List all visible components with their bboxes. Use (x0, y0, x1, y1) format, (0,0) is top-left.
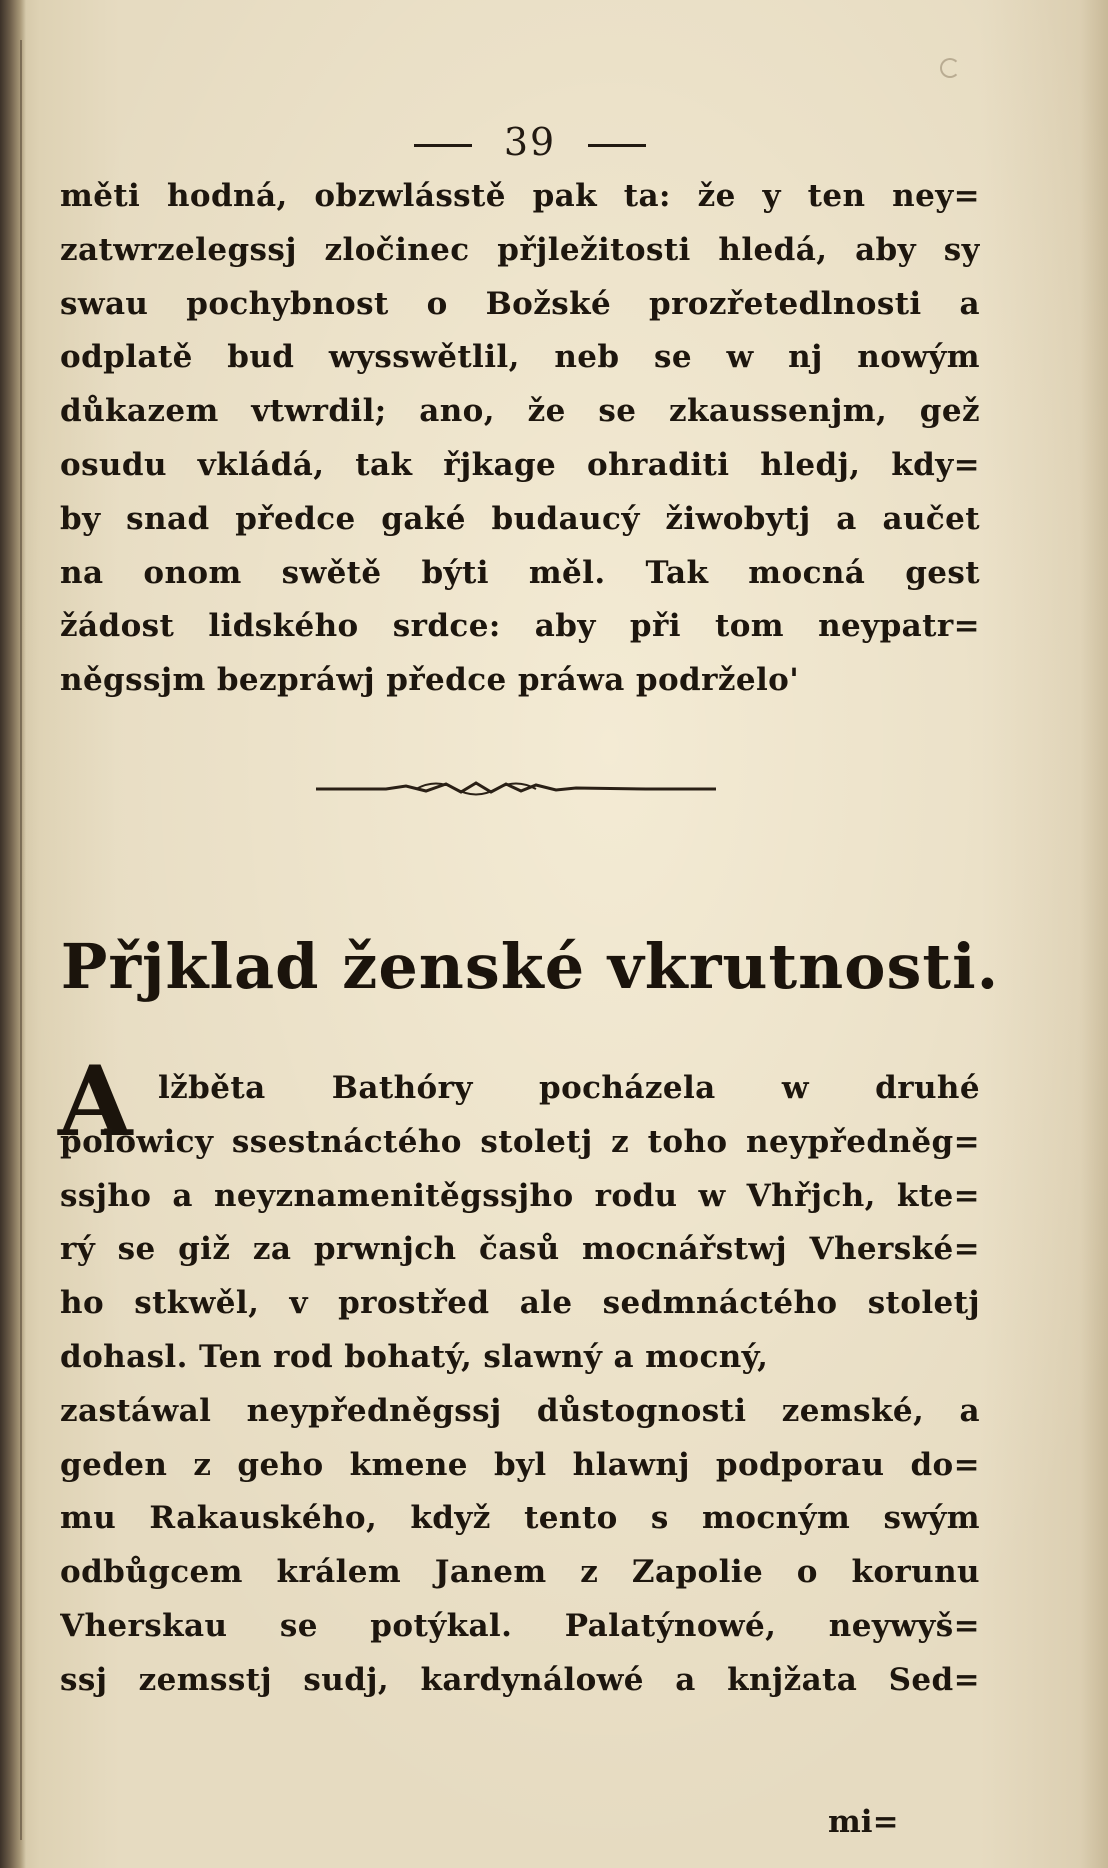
page-number (0, 120, 1060, 164)
paragraph-2 (60, 1062, 980, 1708)
text-line: důkazem vtwrdil; ano, že se zkaussenjm, gež (60, 393, 980, 430)
page-number-dash-right (588, 144, 646, 147)
text-line: swau pochybnost o Božské prozřetedlnosti a (60, 285, 980, 322)
text-line: zastáwal neypředněgssj důstognosti zemské, a (60, 1392, 980, 1429)
ornamental-rule (316, 774, 716, 804)
page-number-value: 39 (503, 120, 557, 164)
drop-capital: A (58, 1045, 133, 1158)
text-line: zatwrzelegssj zločinec přjležitosti hledá, aby sy (60, 231, 980, 268)
text-line: osudu vkládá, tak řjkage ohraditi hledj, kdy= (60, 446, 980, 483)
text-line: geden z geho kmene byl hlawnj podporau do= (60, 1446, 980, 1483)
text-line: dohasl. Ten rod bohatý, slawný a mocný, (60, 1338, 769, 1375)
text-line: ssj zemsstj sudj, kardynálowé a knjžata Sed= (60, 1661, 980, 1698)
text-line: ho stkwěl, v prostřed ale sedmnáctého stoletj (60, 1285, 980, 1322)
text-line: na onom swětě býti měl. Tak mocná gest (60, 554, 980, 591)
catchword: mi= (828, 1804, 899, 1840)
text-line: ssjho a neyznamenitěgssjho rodu w Vhřjch, kte= (60, 1177, 980, 1214)
text-line: odbůgcem králem Janem z Zapolie o korunu (60, 1554, 980, 1591)
page-number-dash-left (414, 144, 472, 147)
section-heading: Přjklad ženské vkrutnosti. (60, 930, 1000, 1003)
text-line: lžběta Bathóry pocházela w druhé (158, 1070, 980, 1106)
text-line: mu Rakauského, když tento s mocným swým (60, 1500, 980, 1537)
text-line: rý se giž za prwnjch časů mocnářstwj Vherské= (60, 1231, 980, 1268)
text-line: odplatě bud wysswětlil, neb se w nj nowým (60, 339, 980, 376)
text-line: něgssjm bezpráwj předce práwa podrželo' (60, 662, 800, 699)
text-line: polowicy ssestnáctého stoletj z toho neypředněg= (60, 1123, 980, 1160)
paper-blemish (940, 58, 960, 78)
paragraph-1 (60, 170, 980, 708)
text-line: by snad předce gaké budaucý žiwobytj a aučet (60, 500, 980, 537)
text-line: Vherskau se potýkal. Palatýnowé, neywyš= (60, 1607, 980, 1644)
text-line: žádost lidského srdce: aby při tom neypatr= (60, 608, 980, 645)
text-line: měti hodná, obzwlásstě pak ta: že y ten ney= (60, 178, 980, 214)
